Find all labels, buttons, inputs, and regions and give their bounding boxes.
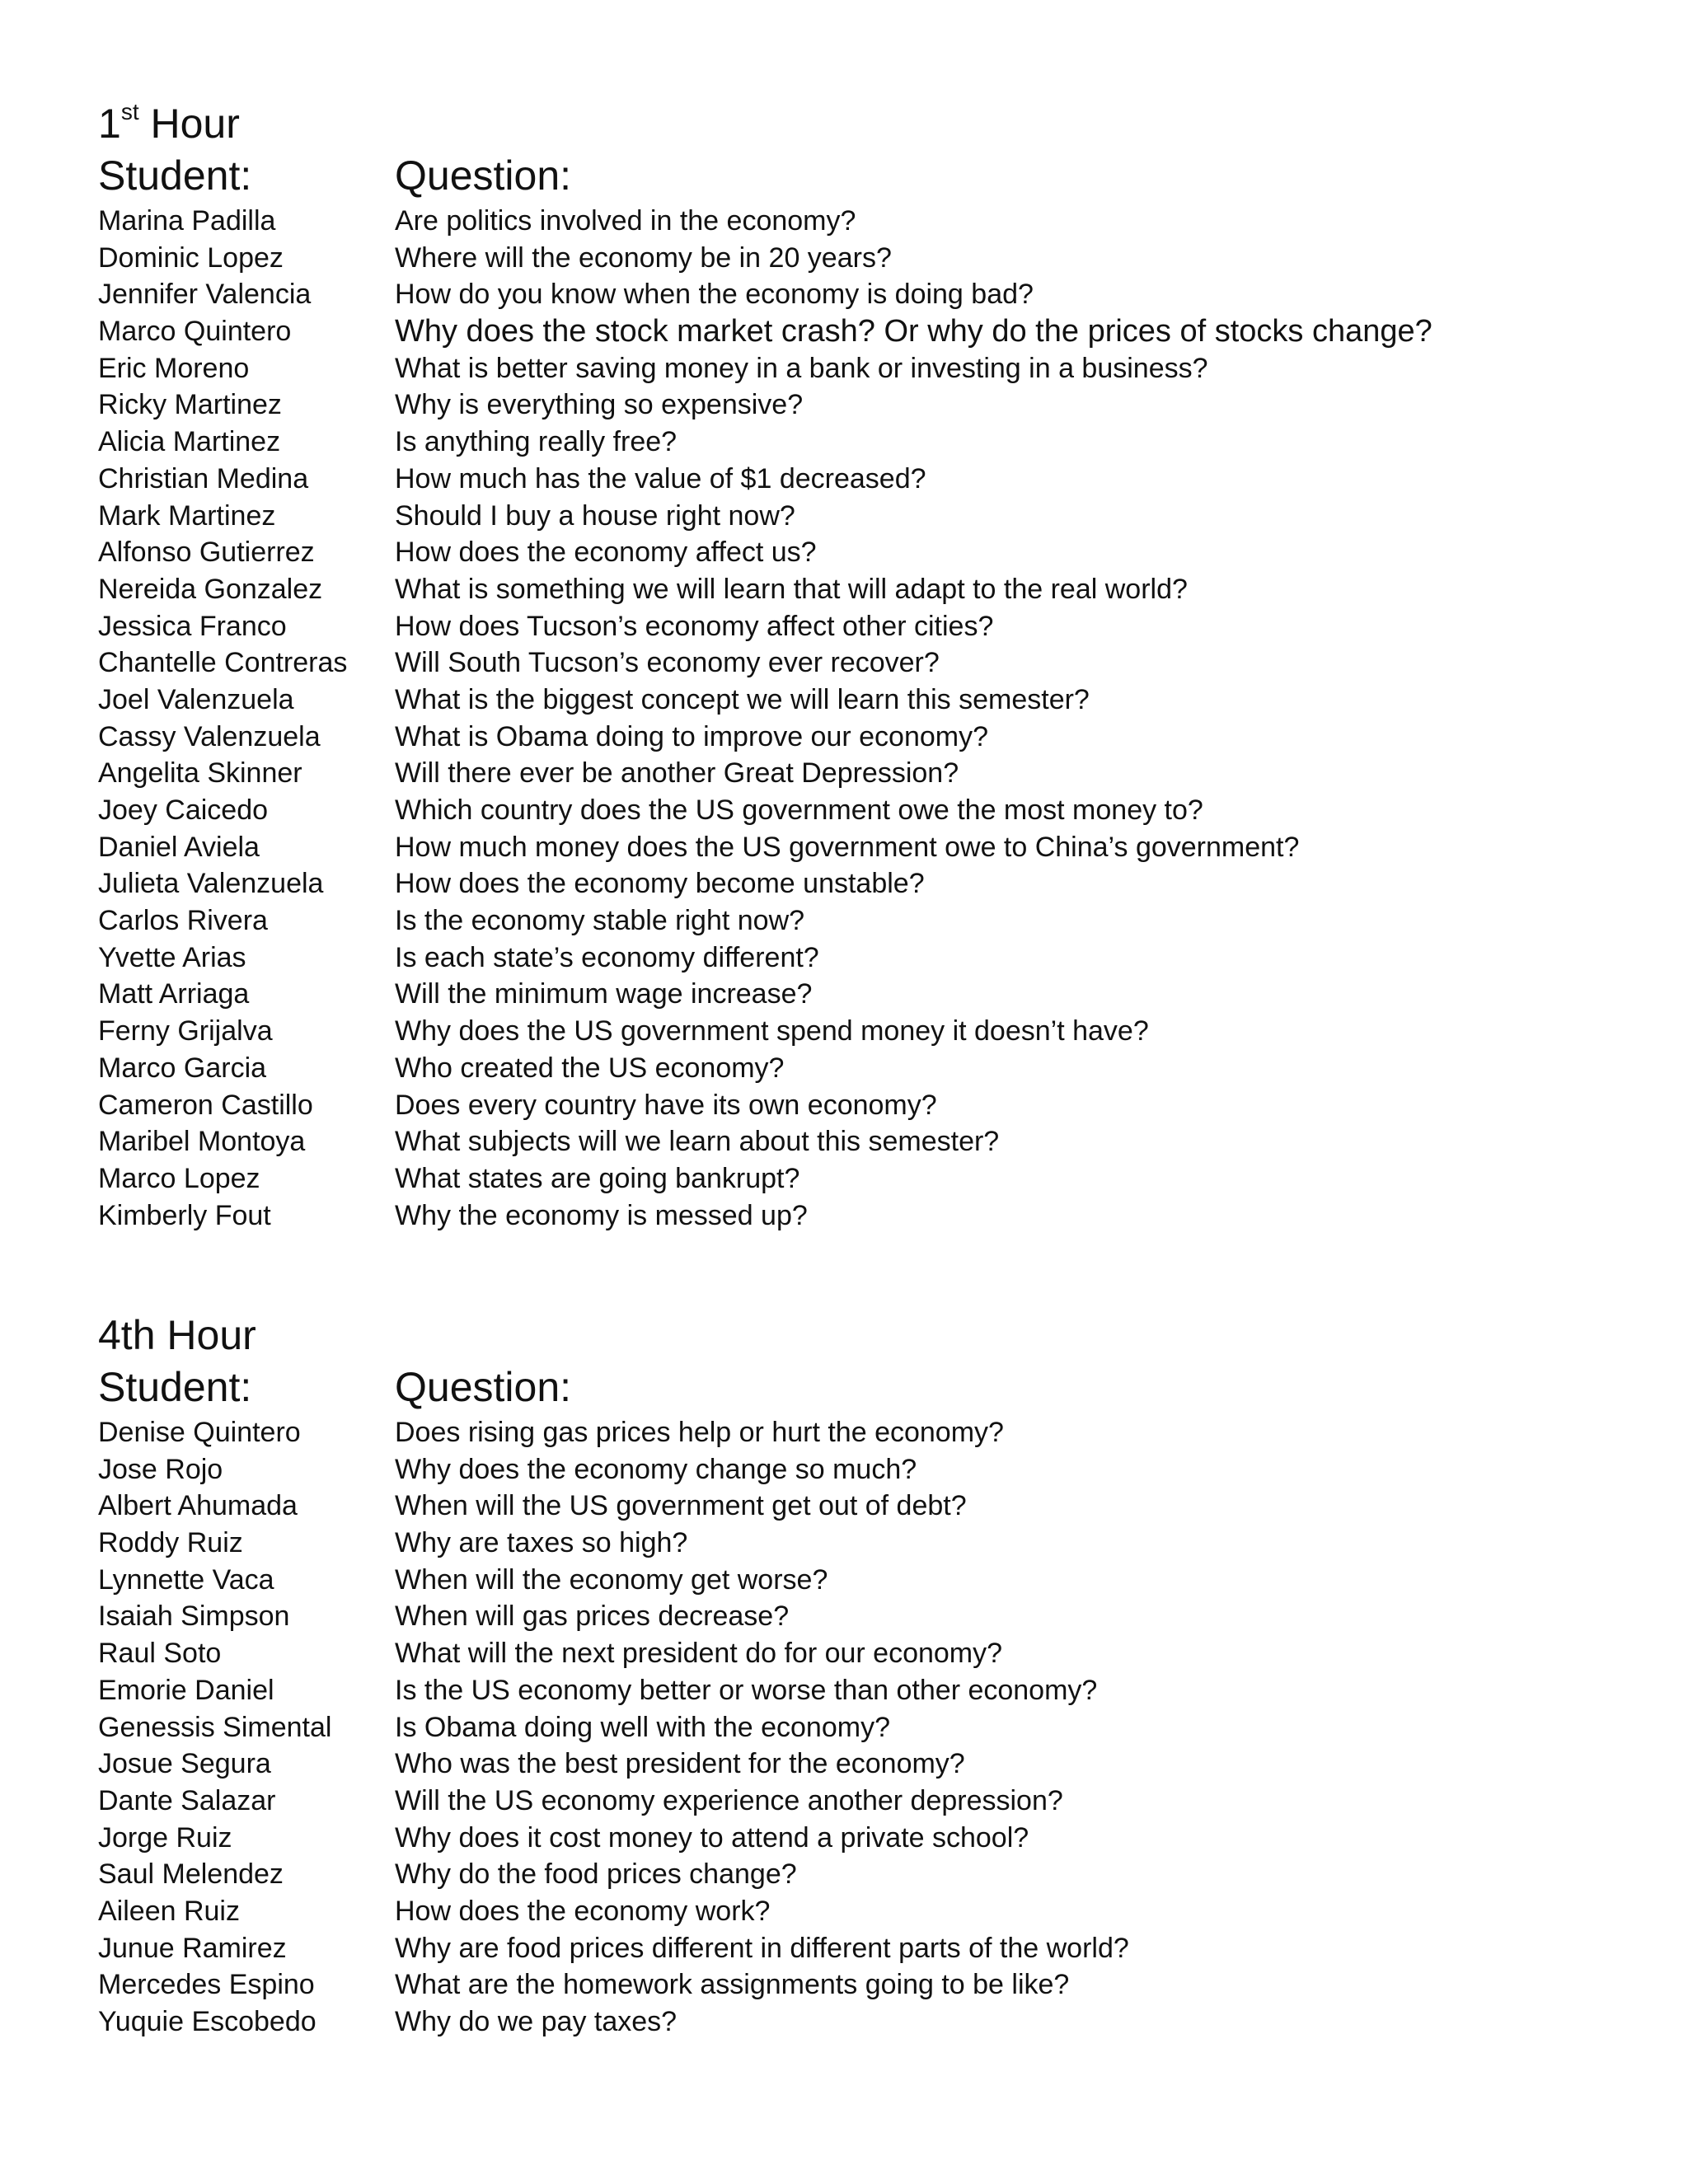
table-row bbox=[98, 276, 1648, 313]
column-headers bbox=[98, 150, 1648, 203]
student-name: Daniel Aviela bbox=[98, 831, 260, 863]
table-row bbox=[98, 902, 1648, 940]
student-question: When will the economy get worse? bbox=[395, 1563, 828, 1596]
student-name: Cameron Castillo bbox=[98, 1089, 313, 1121]
student-name: Emorie Daniel bbox=[98, 1674, 274, 1706]
student-question: Will the US economy experience another depression? bbox=[395, 1784, 1063, 1816]
student-question: Is anything really free? bbox=[395, 426, 678, 458]
question-list bbox=[98, 203, 1648, 1234]
table-row bbox=[98, 203, 1648, 240]
student-question: Will the minimum wage increase? bbox=[395, 978, 813, 1010]
student-name: Joel Valenzuela bbox=[98, 683, 294, 715]
student-question: Why do we pay taxes? bbox=[395, 2006, 678, 2037]
table-row bbox=[98, 240, 1648, 277]
student-question: Will there ever be another Great Depression? bbox=[395, 757, 959, 790]
student-question: Will South Tucson’s economy ever recover? bbox=[395, 647, 940, 679]
student-name: Jennifer Valencia bbox=[98, 279, 312, 311]
student-name: Jorge Ruiz bbox=[98, 1821, 232, 1854]
section-heading bbox=[98, 1310, 1648, 1361]
table-row bbox=[98, 682, 1648, 719]
student-question: When will gas prices decrease? bbox=[395, 1601, 790, 1633]
student-name: Jessica Franco bbox=[98, 610, 287, 642]
student-question: Where will the economy be in 20 years? bbox=[395, 241, 892, 274]
table-row bbox=[98, 461, 1648, 498]
student-question: Why do the food prices change? bbox=[395, 1858, 797, 1891]
table-row bbox=[98, 1598, 1648, 1635]
table-row bbox=[98, 313, 1648, 350]
student-name: Mercedes Espino bbox=[98, 1969, 315, 2001]
student-question: How much has the value of $1 decreased? bbox=[395, 462, 926, 494]
table-row bbox=[98, 865, 1648, 902]
table-row bbox=[98, 1672, 1648, 1709]
table-row bbox=[98, 829, 1648, 866]
table-row bbox=[98, 644, 1648, 682]
student-question: Why is everything so expensive? bbox=[395, 389, 804, 421]
table-row bbox=[98, 350, 1648, 387]
student-question: What will the next president do for our economy? bbox=[395, 1638, 1003, 1670]
student-name: Christian Medina bbox=[98, 462, 309, 494]
student-question: Should I buy a house right now? bbox=[395, 499, 795, 532]
section-1st-hour bbox=[98, 99, 1648, 1234]
table-row bbox=[98, 1856, 1648, 1893]
student-name: Maribel Montoya bbox=[98, 1126, 306, 1158]
question-column-header: Question: bbox=[395, 1364, 572, 1410]
student-name: Ricky Martinez bbox=[98, 389, 282, 421]
student-name: Yvette Arias bbox=[98, 941, 246, 973]
student-name: Jose Rojo bbox=[98, 1453, 223, 1485]
table-row bbox=[98, 1820, 1648, 1857]
student-question: Why are food prices different in different parts of the world? bbox=[395, 1932, 1129, 1964]
student-name: Junue Ramirez bbox=[98, 1932, 287, 1964]
table-row bbox=[98, 498, 1648, 535]
table-row bbox=[98, 2004, 1648, 2041]
student-name: Dominic Lopez bbox=[98, 241, 284, 274]
student-question: What subjects will we learn about this semester? bbox=[395, 1126, 1000, 1158]
table-row bbox=[98, 1488, 1648, 1525]
student-name: Eric Moreno bbox=[98, 352, 250, 384]
student-name: Aileen Ruiz bbox=[98, 1895, 240, 1927]
student-question: Why does the stock market crash? Or why do the prices of stocks change? bbox=[395, 314, 1432, 349]
hour-label: Hour bbox=[150, 101, 240, 147]
hour-number: 1 bbox=[98, 101, 121, 147]
student-question: Does every country have its own economy? bbox=[395, 1089, 937, 1121]
student-question: Is the economy stable right now? bbox=[395, 905, 805, 937]
student-question: Why does the economy change so much? bbox=[395, 1453, 917, 1485]
student-column-header: Student: bbox=[98, 1364, 252, 1410]
student-question: What is better saving money in a bank or investing in a business? bbox=[395, 352, 1208, 384]
student-question: How does the economy become unstable? bbox=[395, 868, 925, 900]
table-row bbox=[98, 1562, 1648, 1599]
table-row bbox=[98, 755, 1648, 792]
student-name: Marco Garcia bbox=[98, 1052, 267, 1084]
student-question: Are politics involved in the economy? bbox=[395, 205, 856, 237]
section-4th-hour bbox=[98, 1310, 1648, 2041]
table-row bbox=[98, 1050, 1648, 1087]
student-name: Ferny Grijalva bbox=[98, 1015, 273, 1047]
student-name: Isaiah Simpson bbox=[98, 1601, 290, 1633]
student-name: Matt Arriaga bbox=[98, 978, 250, 1010]
table-row bbox=[98, 719, 1648, 756]
table-row bbox=[98, 792, 1648, 829]
student-column-header: Student: bbox=[98, 152, 252, 199]
table-row bbox=[98, 1197, 1648, 1235]
student-question: What is the biggest concept we will learn this semester? bbox=[395, 683, 1090, 715]
student-name: Dante Salazar bbox=[98, 1784, 276, 1816]
student-question: When will the US government get out of debt? bbox=[395, 1490, 967, 1522]
student-question: Which country does the US government owe the most money to? bbox=[395, 794, 1203, 826]
table-row bbox=[98, 1525, 1648, 1562]
table-row bbox=[98, 1783, 1648, 1820]
student-question: What are the homework assignments going to be like? bbox=[395, 1969, 1070, 2001]
student-name: Carlos Rivera bbox=[98, 905, 268, 937]
table-row bbox=[98, 1635, 1648, 1672]
hour-number: 4th bbox=[98, 1312, 156, 1358]
student-question: What is Obama doing to improve our economy? bbox=[395, 720, 989, 752]
table-row bbox=[98, 387, 1648, 424]
column-headers bbox=[98, 1361, 1648, 1414]
student-name: Josue Segura bbox=[98, 1748, 271, 1780]
table-row bbox=[98, 1451, 1648, 1488]
table-row bbox=[98, 976, 1648, 1013]
student-name: Alicia Martinez bbox=[98, 426, 281, 458]
student-name: Nereida Gonzalez bbox=[98, 573, 323, 605]
table-row bbox=[98, 1746, 1648, 1783]
student-question: How do you know when the economy is doing bad? bbox=[395, 279, 1034, 311]
student-question: How does the economy affect us? bbox=[395, 537, 817, 569]
student-name: Raul Soto bbox=[98, 1638, 222, 1670]
student-question: What states are going bankrupt? bbox=[395, 1162, 800, 1194]
student-question: What is something we will learn that will adapt to the real world? bbox=[395, 573, 1188, 605]
table-row bbox=[98, 571, 1648, 608]
table-row bbox=[98, 1709, 1648, 1746]
student-name: Marina Padilla bbox=[98, 205, 276, 237]
student-question: Who created the US economy? bbox=[395, 1052, 785, 1084]
student-question: Why does the US government spend money it doesn’t have? bbox=[395, 1015, 1149, 1047]
question-list bbox=[98, 1414, 1648, 2041]
student-name: Angelita Skinner bbox=[98, 757, 302, 790]
table-row bbox=[98, 940, 1648, 977]
table-row bbox=[98, 608, 1648, 645]
student-name: Marco Lopez bbox=[98, 1162, 260, 1194]
student-name: Denise Quintero bbox=[98, 1417, 301, 1448]
table-row bbox=[98, 534, 1648, 571]
section-heading bbox=[98, 99, 1648, 150]
student-name: Genessis Simental bbox=[98, 1711, 332, 1743]
student-name: Roddy Ruiz bbox=[98, 1527, 243, 1559]
table-row bbox=[98, 1123, 1648, 1160]
student-name: Kimberly Fout bbox=[98, 1199, 271, 1231]
table-row bbox=[98, 1930, 1648, 1967]
student-name: Mark Martinez bbox=[98, 499, 276, 532]
table-row bbox=[98, 1893, 1648, 1930]
student-name: Albert Ahumada bbox=[98, 1490, 298, 1522]
student-question: Is the US economy better or worse than other economy? bbox=[395, 1674, 1098, 1706]
table-row bbox=[98, 1013, 1648, 1050]
student-question: Is Obama doing well with the economy? bbox=[395, 1711, 890, 1743]
student-question: How much money does the US government owe to China’s government? bbox=[395, 831, 1300, 863]
student-name: Julieta Valenzuela bbox=[98, 868, 324, 900]
student-question: Does rising gas prices help or hurt the economy? bbox=[395, 1417, 1004, 1448]
student-name: Yuquie Escobedo bbox=[98, 2006, 316, 2037]
student-name: Saul Melendez bbox=[98, 1858, 284, 1891]
student-question: Why does it cost money to attend a private school? bbox=[395, 1821, 1029, 1854]
student-name: Joey Caicedo bbox=[98, 794, 269, 826]
student-question: How does the economy work? bbox=[395, 1895, 771, 1927]
table-row bbox=[98, 1966, 1648, 2004]
student-question: Who was the best president for the economy? bbox=[395, 1748, 965, 1780]
student-name: Marco Quintero bbox=[98, 316, 292, 348]
hour-ordinal-suffix: st bbox=[120, 99, 139, 125]
table-row bbox=[98, 424, 1648, 461]
hour-label: Hour bbox=[166, 1312, 256, 1358]
student-question: Is each state’s economy different? bbox=[395, 941, 819, 973]
student-question: How does Tucson’s economy affect other cities? bbox=[395, 610, 994, 642]
table-row bbox=[98, 1160, 1648, 1197]
student-name: Chantelle Contreras bbox=[98, 647, 348, 679]
student-name: Alfonso Gutierrez bbox=[98, 537, 315, 569]
student-name: Cassy Valenzuela bbox=[98, 720, 321, 752]
student-question: Why the economy is messed up? bbox=[395, 1199, 808, 1231]
student-name: Lynnette Vaca bbox=[98, 1563, 274, 1596]
table-row bbox=[98, 1087, 1648, 1124]
student-question: Why are taxes so high? bbox=[395, 1527, 688, 1559]
question-column-header: Question: bbox=[395, 152, 572, 199]
table-row bbox=[98, 1414, 1648, 1451]
